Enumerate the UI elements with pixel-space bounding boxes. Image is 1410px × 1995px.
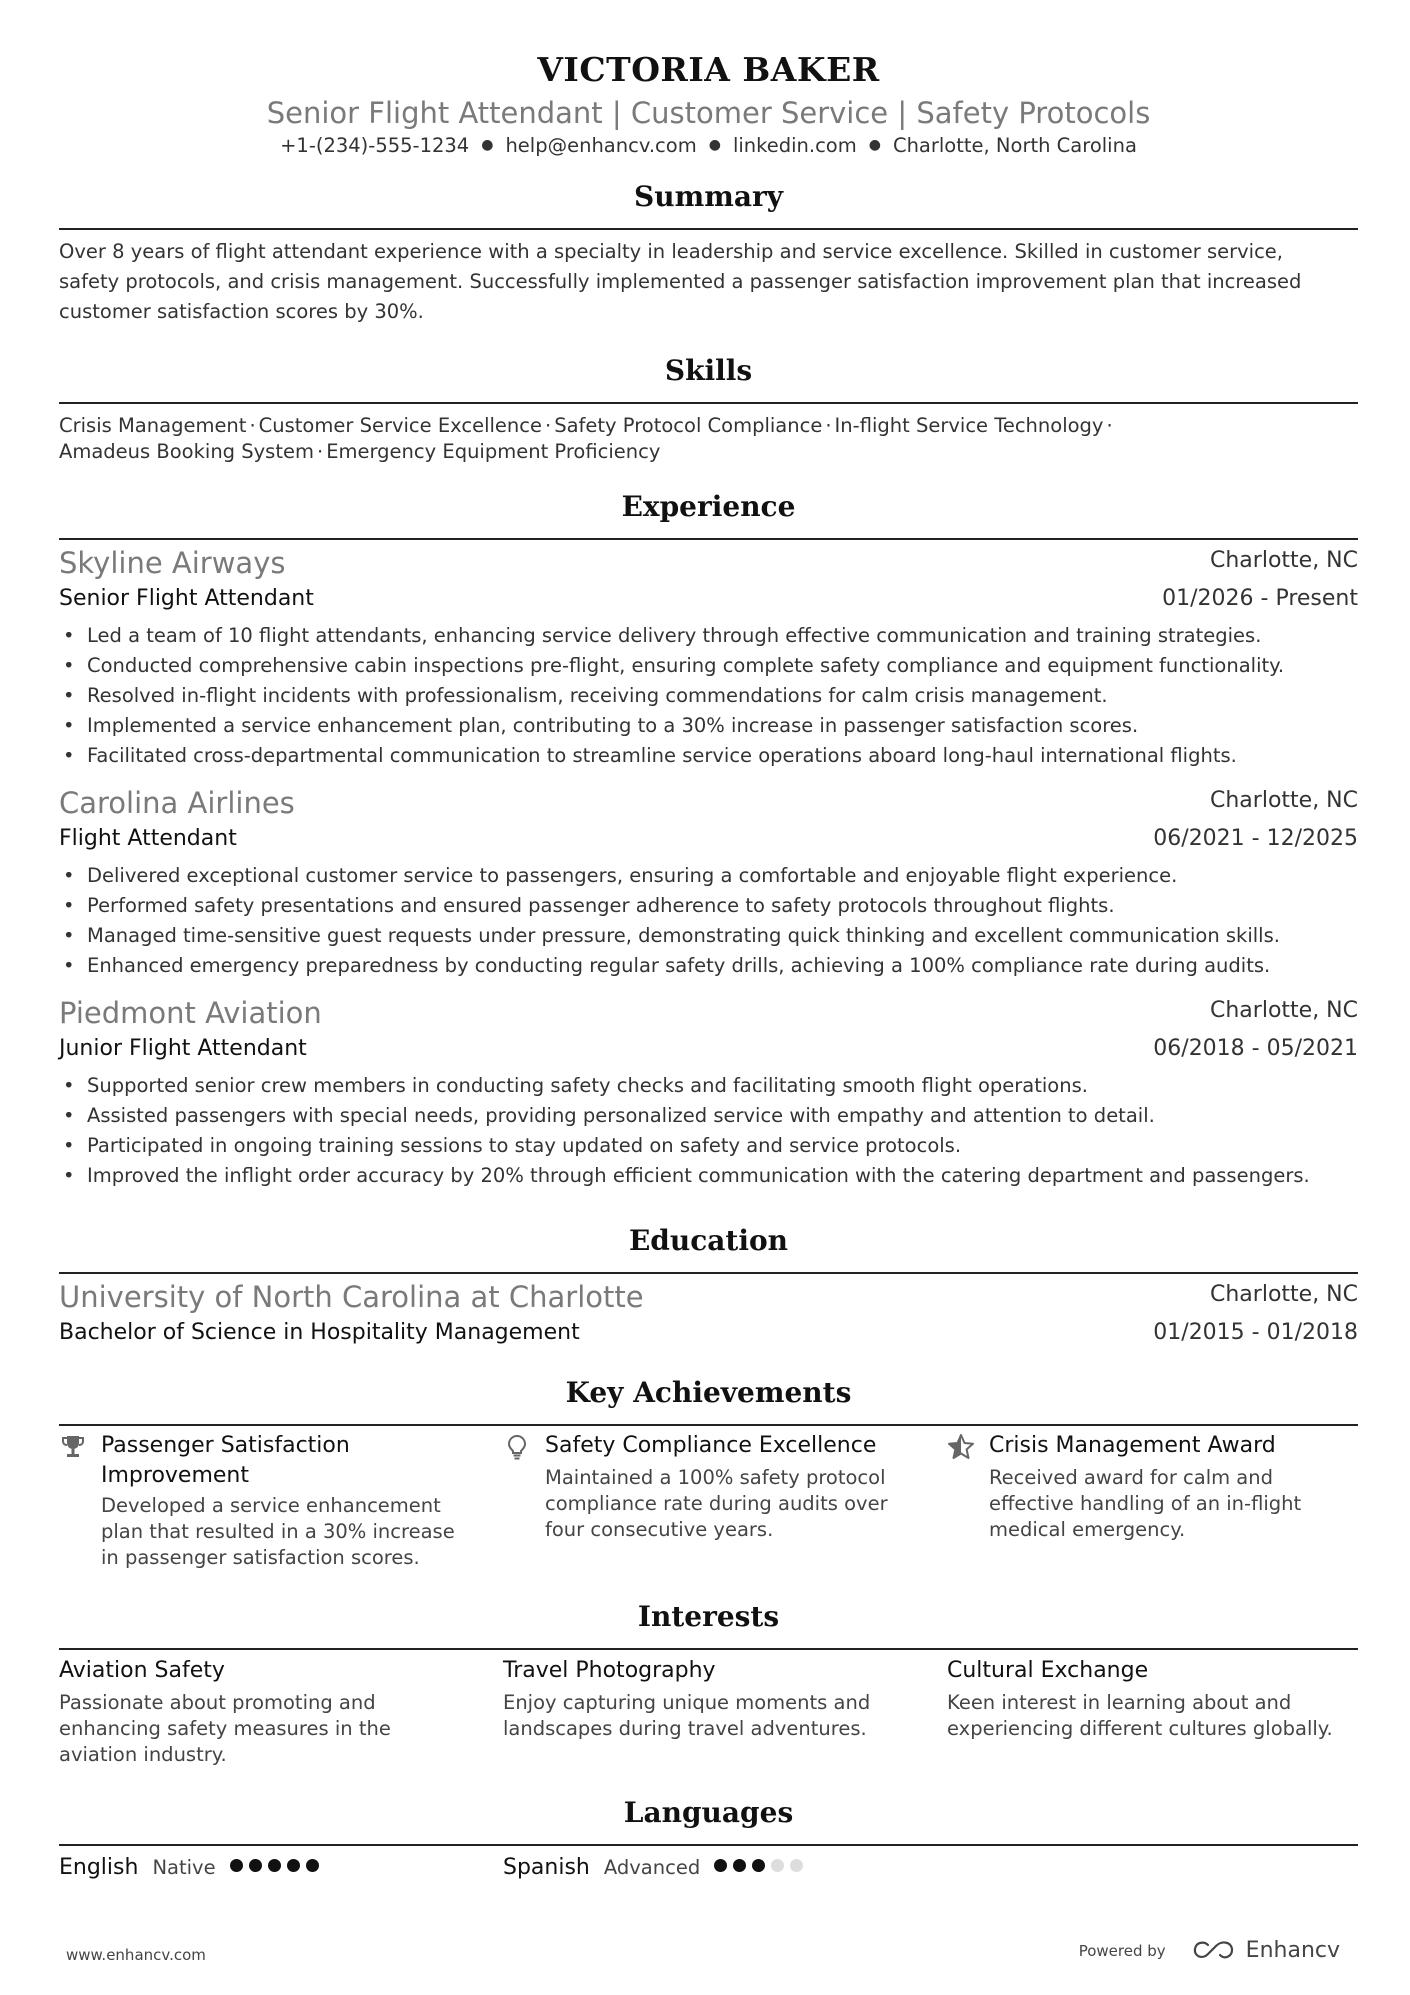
achievement-desc-line: Received award for calm and: [989, 1466, 1273, 1489]
summary-text: [59, 237, 1358, 327]
section-divider: [59, 1272, 1358, 1274]
experience-bullet: • Improved the inflight order accuracy by 20% through efficient communication with the catering department and passengers.: [59, 1161, 1358, 1191]
interest-desc-line: Keen interest in learning about and: [947, 1691, 1292, 1714]
achievement-title: [545, 1431, 905, 1461]
experience-location: Charlotte, NC: [1210, 788, 1358, 813]
section-divider: [59, 538, 1358, 540]
interest-desc-line: enhancing safety measures in the: [59, 1717, 391, 1740]
experience-company: Piedmont Aviation: [59, 996, 322, 1030]
experience-bullet: • Resolved in-flight incidents with professionalism, receiving commendations for calm crisis management.: [59, 681, 1358, 711]
experience-company: Skyline Airways: [59, 546, 286, 580]
experience-company: Carolina Airlines: [59, 786, 295, 820]
language-name: English: [59, 1855, 139, 1880]
education-degree: Bachelor of Science in Hospitality Management: [59, 1320, 580, 1345]
skill-item: Emergency Equipment Proficiency: [326, 440, 661, 463]
candidate-tagline: Senior Flight Attendant | Customer Service | Safety Protocols: [266, 96, 1151, 130]
contact-linkedin[interactable]: linkedin.com: [732, 134, 857, 157]
interest-desc-line: aviation industry.: [59, 1743, 227, 1766]
interest-description: [947, 1690, 1367, 1742]
experience-dates: 01/2026 - Present: [1162, 586, 1358, 611]
experience-role: Junior Flight Attendant: [59, 1036, 307, 1061]
achievement-desc-line: effective handling of an in-flight: [989, 1492, 1302, 1515]
language-level: Native: [152, 1856, 216, 1879]
language-item: [59, 1855, 319, 1880]
contact-email[interactable]: help@enhancv.com: [505, 134, 697, 157]
section-divider: [59, 1424, 1358, 1426]
achievement-desc-line: four consecutive years.: [545, 1518, 774, 1541]
section-title-achievements: Key Achievements: [565, 1376, 852, 1409]
experience-bullet: • Implemented a service enhancement plan, contributing to a 30% increase in passenger satisfaction scores.: [59, 711, 1358, 741]
rating-dot-filled: [268, 1859, 281, 1872]
summary-line: customer satisfaction scores by 30%.: [59, 300, 424, 323]
powered-by-label: Powered by: [1078, 1941, 1166, 1960]
achievement-description: [545, 1465, 905, 1543]
trophy-icon: [59, 1433, 87, 1461]
achievement-desc-line: in passenger satisfaction scores.: [101, 1546, 420, 1569]
interest-item: [947, 1656, 1367, 1742]
interest-description: [503, 1690, 923, 1742]
star-icon: [947, 1433, 975, 1461]
skills-list: Crisis Management · Customer Service Excellence · Safety Protocol Compliance · In-flight Service Technology · Amadeus Booking System · Emergency Equipment Proficiency: [59, 414, 1113, 463]
experience-dates: 06/2018 - 05/2021: [1153, 1036, 1358, 1061]
language-rating: [714, 1859, 803, 1872]
candidate-name: VICTORIA BAKER: [537, 50, 880, 89]
achievement-desc-line: plan that resulted in a 30% increase: [101, 1520, 455, 1543]
achievement-description: [101, 1493, 461, 1571]
achievement-title-line: Passenger Satisfaction: [101, 1433, 350, 1458]
language-item: [503, 1855, 803, 1880]
interest-item: [59, 1656, 479, 1768]
section-title-languages: Languages: [623, 1796, 794, 1829]
contact-location: Charlotte, North Carolina: [892, 134, 1137, 157]
rating-dot-filled: [733, 1859, 746, 1872]
rating-dot-filled: [752, 1859, 765, 1872]
language-name: Spanish: [503, 1855, 590, 1880]
section-divider: [59, 1648, 1358, 1650]
section-divider: [59, 402, 1358, 404]
experience-bullets: [59, 1071, 1358, 1191]
rating-dot-empty: [771, 1859, 784, 1872]
experience-bullet: • Managed time-sensitive guest requests under pressure, demonstrating quick thinking and excellent communication skills.: [59, 921, 1358, 951]
experience-bullets: [59, 621, 1358, 771]
separator-dot: ●: [708, 137, 721, 153]
experience-bullets: [59, 861, 1358, 981]
achievement-desc-line: medical emergency.: [989, 1518, 1186, 1541]
experience-role: Flight Attendant: [59, 826, 237, 851]
education-school: University of North Carolina at Charlotte: [59, 1280, 644, 1314]
experience-bullet: • Delivered exceptional customer service to passengers, ensuring a comfortable and enjoyable flight experience.: [59, 861, 1358, 891]
enhancv-logo-icon: [1192, 1939, 1238, 1963]
experience-bullet: • Led a team of 10 flight attendants, enhancing service delivery through effective communication and training strategies.: [59, 621, 1358, 651]
rating-dot-filled: [306, 1859, 319, 1872]
achievement-desc-line: compliance rate during audits over: [545, 1492, 888, 1515]
experience-bullet: • Enhanced emergency preparedness by conducting regular safety drills, achieving a 100% compliance rate during audits.: [59, 951, 1358, 981]
interest-item: [503, 1656, 923, 1742]
enhancv-brand-name: Enhancv: [1245, 1938, 1340, 1963]
experience-dates: 06/2021 - 12/2025: [1153, 826, 1358, 851]
skill-item: Amadeus Booking System: [59, 440, 314, 463]
achievement-title-line: Crisis Management Award: [989, 1433, 1276, 1458]
language-level: Advanced: [603, 1856, 701, 1879]
summary-line: Over 8 years of flight attendant experience with a specialty in leadership and service excellence. Skilled in customer service,: [59, 240, 1283, 263]
experience-bullet: • Conducted comprehensive cabin inspections pre-flight, ensuring complete safety compliance and equipment functionality.: [59, 651, 1358, 681]
skill-item: Crisis Management: [59, 414, 247, 437]
experience-bullet: • Supported senior crew members in conducting safety checks and facilitating smooth flight operations.: [59, 1071, 1358, 1101]
rating-dot-filled: [230, 1859, 243, 1872]
education-location: Charlotte, NC: [1210, 1282, 1358, 1307]
footer-website[interactable]: www.enhancv.com: [66, 1946, 206, 1964]
interest-title: Aviation Safety: [59, 1658, 225, 1683]
separator-dot: ●: [868, 137, 881, 153]
interest-desc-line: Enjoy capturing unique moments and: [503, 1691, 871, 1714]
education-dates: 01/2015 - 01/2018: [1153, 1320, 1358, 1345]
experience-location: Charlotte, NC: [1210, 548, 1358, 573]
section-title-skills: Skills: [664, 354, 753, 387]
interest-title: Travel Photography: [503, 1658, 716, 1683]
rating-dot-filled: [287, 1859, 300, 1872]
section-title-summary: Summary: [634, 180, 783, 213]
experience-bullet: • Assisted passengers with special needs, providing personalized service with empathy and attention to detail.: [59, 1101, 1358, 1131]
skill-item: Customer Service Excellence: [258, 414, 542, 437]
achievement-title: [989, 1431, 1349, 1461]
rating-dot-empty: [790, 1859, 803, 1872]
skill-item: In-flight Service Technology: [834, 414, 1104, 437]
achievement-desc-line: Maintained a 100% safety protocol: [545, 1466, 886, 1489]
section-title-experience: Experience: [621, 490, 796, 523]
achievement-title-line: Improvement: [101, 1463, 249, 1488]
experience-role: Senior Flight Attendant: [59, 586, 314, 611]
experience-location: Charlotte, NC: [1210, 998, 1358, 1023]
achievement-description: [989, 1465, 1349, 1543]
achievement-desc-line: Developed a service enhancement: [101, 1494, 441, 1517]
interest-desc-line: experiencing different cultures globally.: [947, 1717, 1333, 1740]
section-title-interests: Interests: [637, 1600, 780, 1633]
section-title-education: Education: [628, 1224, 789, 1257]
section-divider: [59, 228, 1358, 230]
separator-dot: ●: [481, 137, 494, 153]
interest-description: [59, 1690, 479, 1768]
experience-bullet: • Facilitated cross-departmental communication to streamline service operations aboard long-haul international flights.: [59, 741, 1358, 771]
experience-bullet: • Participated in ongoing training sessions to stay updated on safety and service protocols.: [59, 1131, 1358, 1161]
interest-title: Cultural Exchange: [947, 1658, 1149, 1683]
contact-line: [59, 134, 1358, 157]
achievement-title: [101, 1431, 461, 1491]
section-divider: [59, 1844, 1358, 1846]
rating-dot-filled: [714, 1859, 727, 1872]
rating-dot-filled: [249, 1859, 262, 1872]
interest-desc-line: Passionate about promoting and: [59, 1691, 376, 1714]
skill-item: Safety Protocol Compliance: [554, 414, 823, 437]
interest-desc-line: landscapes during travel adventures.: [503, 1717, 867, 1740]
lightbulb-icon: [503, 1433, 531, 1461]
language-rating: [230, 1859, 319, 1872]
achievement-title-line: Safety Compliance Excellence: [545, 1433, 877, 1458]
summary-line: safety protocols, and crisis management. Successfully implemented a passenger satisfaction improvement plan that increased: [59, 270, 1302, 293]
experience-bullet: • Performed safety presentations and ensured passenger adherence to safety protocols throughout flights.: [59, 891, 1358, 921]
contact-phone[interactable]: +1-(234)-555-1234: [280, 134, 470, 157]
footer-branding: [1079, 1938, 1340, 1963]
